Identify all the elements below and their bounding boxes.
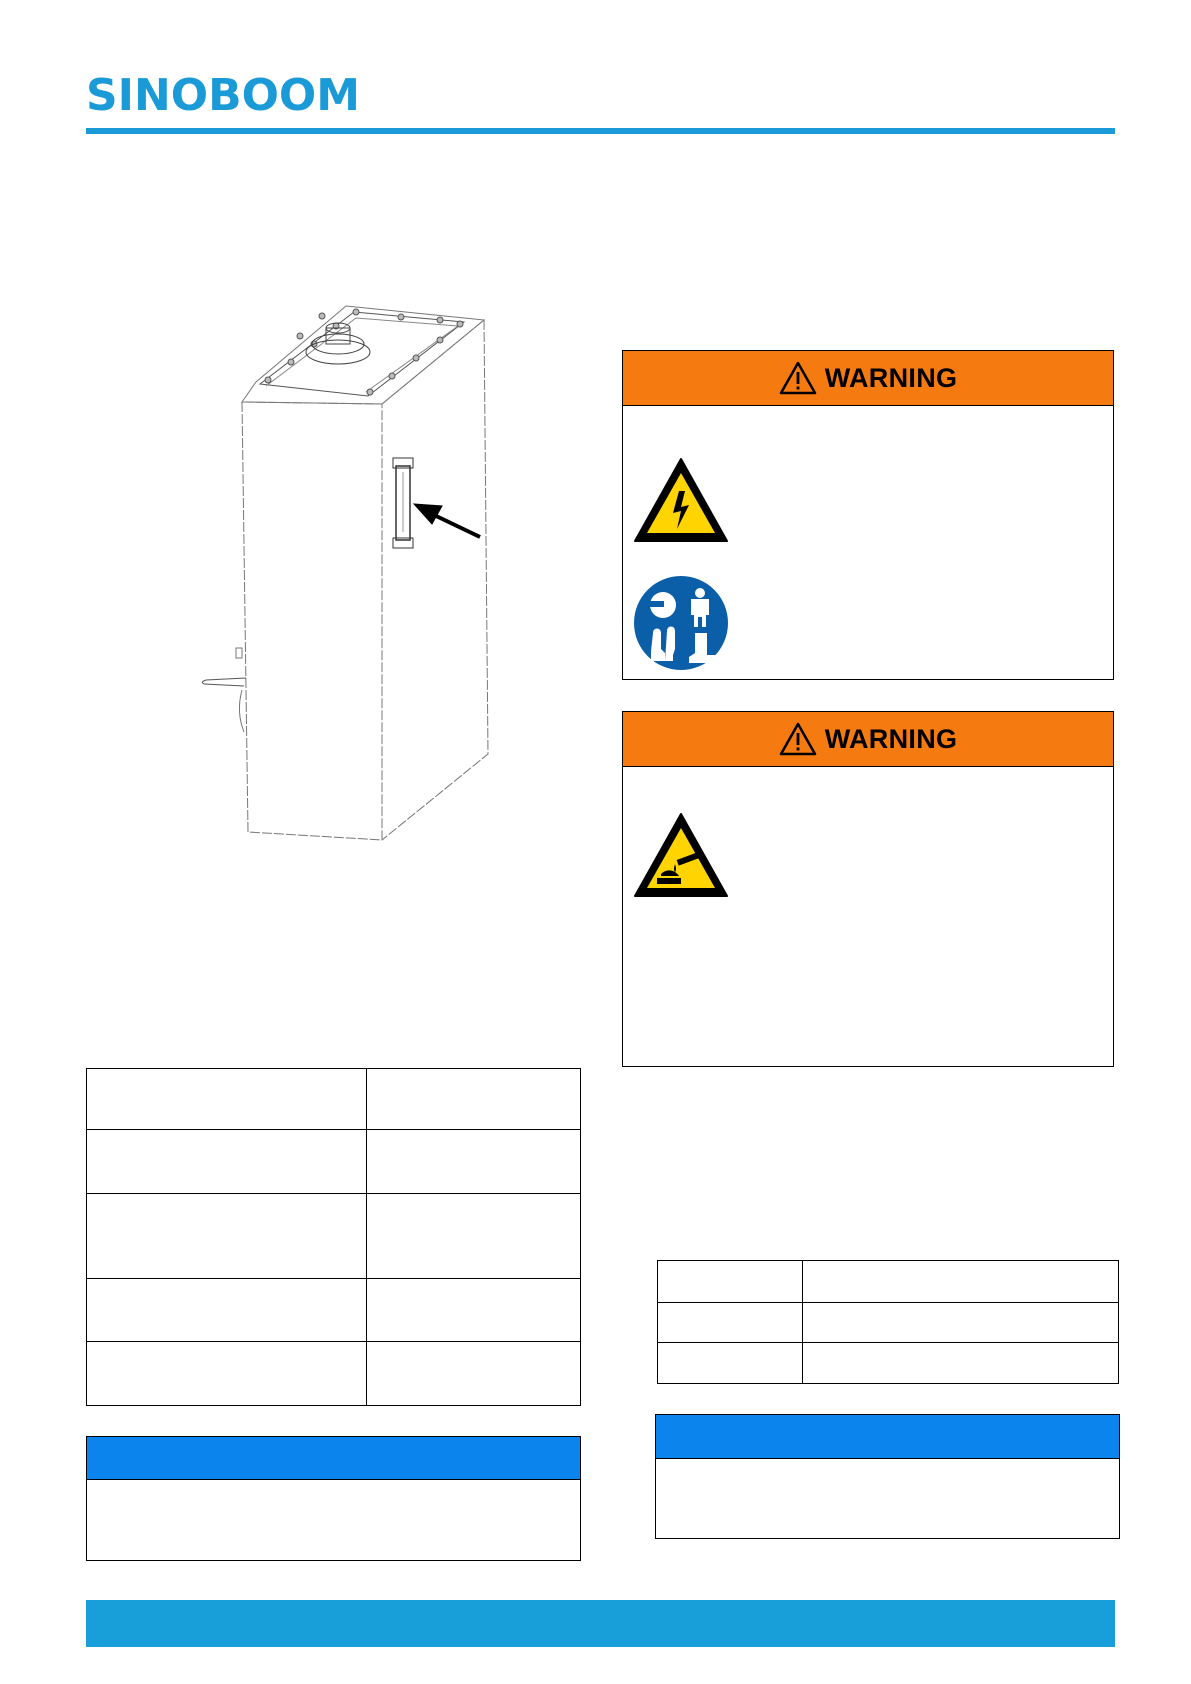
right-table [657, 1260, 1119, 1384]
warning-triangle-icon [779, 361, 817, 395]
left-table [86, 1068, 581, 1406]
header-rule [86, 128, 1115, 134]
table-row [87, 1194, 581, 1279]
warning-box-corrosive [622, 711, 1114, 1067]
table-row [87, 1342, 581, 1406]
warning-triangle-icon [779, 722, 817, 756]
notice-header [87, 1437, 580, 1480]
warning-title: WARNING [824, 362, 958, 393]
corrosive-substance-hazard-icon [633, 812, 729, 898]
warning-header [623, 712, 1113, 767]
sinoboom-logo [86, 72, 362, 116]
table-row [87, 1069, 581, 1130]
wear-protective-equipment-icon [633, 575, 729, 671]
warning-box-electrical [622, 350, 1114, 680]
notice-box-right [655, 1414, 1120, 1539]
hydraulic-tank-diagram [196, 292, 506, 852]
table-row [658, 1261, 1119, 1303]
electric-shock-hazard-icon [633, 457, 729, 543]
table-row [658, 1343, 1119, 1384]
notice-box-left [86, 1436, 581, 1561]
logo-text: SINOBOOM [86, 72, 360, 116]
notice-header [656, 1415, 1119, 1459]
table-row [87, 1130, 581, 1194]
warning-header [623, 351, 1113, 406]
warning-title: WARNING [824, 723, 958, 754]
footer-bar [86, 1600, 1115, 1647]
table-row [658, 1303, 1119, 1343]
table-row [87, 1279, 581, 1342]
